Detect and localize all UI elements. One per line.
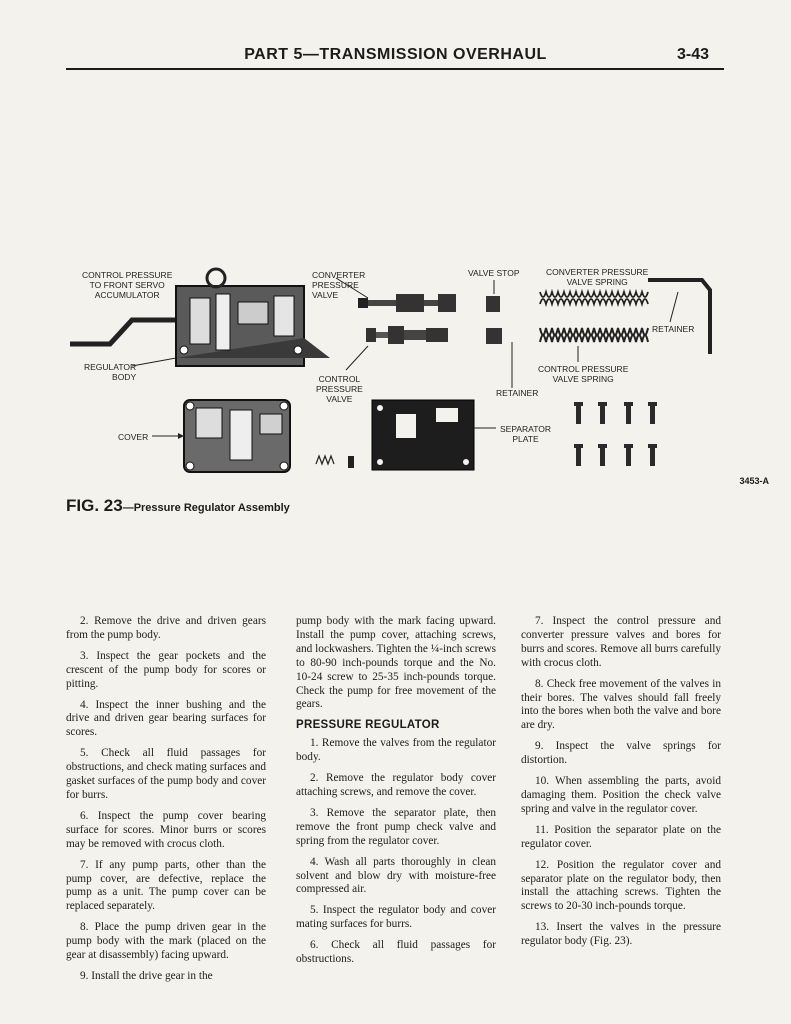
- regulator-body-drawing: [176, 269, 330, 366]
- page-number: 3-43: [676, 46, 709, 63]
- text-column-2: [296, 615, 496, 974]
- text-column-1: [66, 615, 266, 991]
- paragraph: 9. Install the drive gear in the: [80, 969, 213, 982]
- paragraph: 6. Inspect the pump cover bearing surface for scores. Minor burrs or scores may be removed with crocus cloth.: [66, 809, 266, 850]
- paragraph: 8. Place the pump driven gear in the pump body with the mark (placed on the gear at disassembly) facing upward.: [66, 921, 266, 962]
- paragraph: 7. If any pump parts, other than the pump cover, are defective, replace the pump as a unit. The pump cover can be replaced separately.: [66, 858, 266, 913]
- separator-plate-drawing: [372, 400, 474, 470]
- text-column-3: [521, 615, 721, 956]
- paragraph: 5. Check all fluid passages for obstructions, and check mating surfaces and gasket surfaces of the pump body and cover for burrs.: [66, 747, 266, 801]
- paragraph: 3. Remove the separator plate, then remove the front pump check valve and spring from the regulator cover.: [296, 806, 496, 847]
- check-valve: [348, 456, 354, 468]
- header-rule: [66, 68, 724, 70]
- paragraph: 7. Inspect the control pressure and converter pressure valves and bores for burrs and scores. Remove all burrs carefully with crocus cloth.: [521, 615, 721, 669]
- label-valve-stop: VALVE STOP: [468, 268, 520, 278]
- check-valve-spring: [316, 456, 334, 464]
- retainer-center-drawing: [486, 328, 502, 344]
- paragraph: 6. Check all fluid passages for obstructions.: [296, 939, 496, 966]
- paragraph: 10. When assembling the parts, avoid damaging them. Position the check valve spring and valve in the regulator cover.: [521, 775, 721, 815]
- paragraph: 2. Remove the regulator body cover attaching screws, and remove the cover.: [296, 772, 496, 798]
- retainer-right-drawing: [648, 280, 710, 354]
- control-pressure-spring-drawing: [540, 328, 648, 342]
- label-converter-pressure-valve-spring: CONVERTER PRESSURE VALVE SPRING: [546, 267, 649, 287]
- paragraph: 4. Inspect the inner bushing and the drive and driven gear bearing surfaces for scores.: [66, 698, 266, 739]
- cover-drawing: [184, 400, 290, 472]
- paragraph: 3. Inspect the gear pockets and the crescent of the pump body for scores or pitting.: [66, 649, 266, 690]
- converter-pressure-spring-drawing: [540, 292, 648, 304]
- paragraph: 8. Check free movement of the valves in their bores. The valves should fall freely into the bores when both the valve and bore are dry.: [521, 677, 721, 732]
- label-converter-pressure-valve: CONVERTER PRESSURE VALVE: [312, 270, 366, 300]
- control-pressure-valve-drawing: [366, 326, 448, 344]
- paragraph: 13. Insert the valves in the pressure regulator body (Fig. 23).: [521, 921, 721, 948]
- label-control-pressure-valve: CONTROL PRESSURE VALVE: [316, 374, 363, 404]
- paragraph: 2. Remove the drive and driven gears from the pump body.: [66, 615, 266, 641]
- label-control-pressure-front-servo: CONTROL PRESSURE TO FRONT SERVO ACCUMULATOR: [82, 270, 173, 300]
- paragraph: 4. Wash all parts thoroughly in clean solvent and blow dry with moisture-free compressed air.: [296, 855, 496, 896]
- paragraph: 1. Remove the valves from the regulator body.: [296, 737, 496, 764]
- label-separator-plate: SEPARATOR PLATE: [500, 424, 552, 444]
- section-heading-pressure-regulator: PRESSURE REGULATOR: [296, 719, 440, 732]
- paragraph: 12. Position the regulator cover and separator plate on the regulator body, then install the attaching screws. Tighten the screws to 20-30 inch-pounds torque.: [521, 858, 721, 913]
- converter-pressure-valve-drawing: [358, 294, 456, 312]
- paragraph: 5. Inspect the regulator body and cover mating surfaces for burrs.: [296, 904, 496, 931]
- page-header-title: PART 5—TRANSMISSION OVERHAUL: [244, 46, 547, 63]
- label-cover: COVER: [118, 432, 149, 442]
- paragraph-continued: pump body with the mark facing upward. Install the pump cover, attaching screws, and lockwashers. Tighten the ¼-inch screws to 80-90 inch-pounds torque and the No. 10-24 screw to 25-35 inch-pounds torque. Check the pump for free movement of the gears.: [296, 615, 496, 711]
- paragraph: 9. Inspect the valve springs for distortion.: [521, 740, 721, 767]
- figure-number: 3453-A: [739, 476, 769, 486]
- screws-drawing: [574, 402, 657, 466]
- figure-caption-number: FIG. 23: [66, 496, 123, 515]
- label-regulator-body: REGULATOR BODY: [84, 362, 137, 382]
- label-control-pressure-valve-spring: CONTROL PRESSURE VALVE SPRING: [538, 364, 629, 384]
- figure-caption: [66, 496, 290, 516]
- label-retainer-right: RETAINER: [652, 324, 695, 334]
- accumulator-tube: [70, 320, 178, 344]
- paragraph: 11. Position the separator plate on the regulator cover.: [521, 823, 721, 850]
- figure-pressure-regulator: [66, 258, 726, 498]
- figure-caption-text: —Pressure Regulator Assembly: [122, 502, 290, 514]
- label-retainer-center: RETAINER: [496, 388, 539, 398]
- valve-stop-drawing: [486, 296, 500, 312]
